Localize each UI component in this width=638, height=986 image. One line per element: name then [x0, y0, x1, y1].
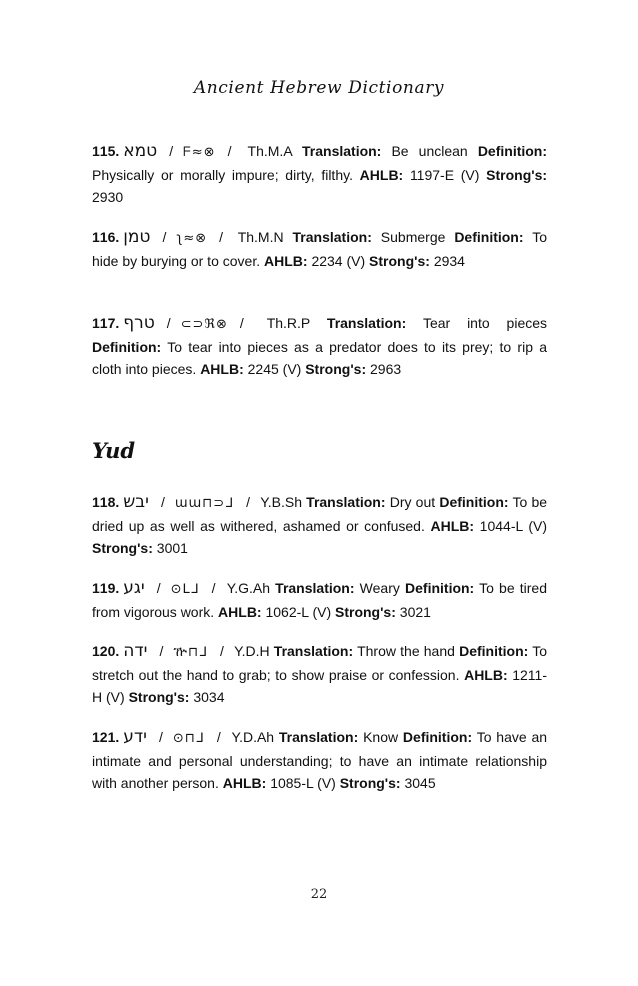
- dictionary-entry: 118. יבש / ɯɯ⊓⊃ᒧ / Y.B.Sh Translation: Dry out Definition: To be dried up as well as withered, ashamed or confused. AHLB: 1044-L (V) Strong's: 3001: [92, 492, 548, 556]
- entry-number: 118.: [92, 494, 120, 510]
- strongs-value: 2963: [370, 361, 402, 377]
- ahlb-value: 1085-L (V): [270, 775, 336, 791]
- entry-number: 117.: [92, 315, 120, 331]
- definition-value: To have an intimate and personal understanding; to have an intimate relationship with another person.: [92, 729, 548, 791]
- ahlb-value: 2234 (V): [311, 253, 366, 269]
- hebrew-word: יגע: [123, 578, 145, 598]
- definition-value: To tear into pieces as a predator does to its prey; to rip a cloth into pieces.: [92, 339, 547, 377]
- hebrew-word: ידה: [123, 641, 148, 661]
- hebrew-word: טמן: [123, 227, 151, 247]
- definition-value: To hide by burying or to cover.: [92, 229, 547, 269]
- ahlb-label: AHLB:: [464, 667, 508, 683]
- transliteration: Y.G.Ah: [226, 580, 271, 596]
- transliteration: Th.M.A: [247, 143, 292, 159]
- definition-label: Definition:: [405, 580, 475, 596]
- hebrew-word: טרף: [123, 313, 155, 333]
- hebrew-word: יבש: [123, 492, 149, 512]
- entry-number: 115.: [92, 143, 120, 159]
- ancient-script-glyph: ᖴ≈⊗: [183, 145, 216, 160]
- entry-number: 121.: [92, 729, 120, 745]
- translation-label: Translation:: [302, 143, 382, 159]
- strongs-value: 3045: [404, 775, 436, 791]
- definition-label: Definition:: [439, 494, 509, 510]
- translation-label: Translation:: [292, 229, 372, 245]
- strongs-label: Strong's:: [92, 540, 153, 556]
- translation-label: Translation:: [275, 580, 355, 596]
- definition-value: To be dried up as well as withered, ashamed or confused.: [92, 494, 548, 534]
- ahlb-value: 2245 (V): [247, 361, 302, 377]
- dictionary-entry: 115. טמא / ᖴ≈⊗ / Th.M.A Translation: Be unclean Definition: Physically or morally impure; dirty, filthy. AHLB: 1197-E (V) Strong's: 2930: [92, 141, 548, 205]
- translation-label: Translation:: [326, 315, 407, 331]
- hebrew-word: ידע: [123, 727, 147, 747]
- dictionary-entry: 120. ידה / ዅ⊓ᒧ / Y.D.H Translation: Throw the hand Definition: To stretch out the hand to grab; to show praise or confession. AHLB: 1211-H (V) Strong's: 3034: [92, 641, 548, 705]
- strongs-value: 2934: [433, 253, 465, 269]
- strongs-label: Strong's:: [339, 775, 401, 791]
- ahlb-label: AHLB:: [430, 518, 475, 534]
- translation-value: Submerge: [380, 229, 446, 245]
- ancient-script-glyph: ʅ≈⊗: [176, 231, 208, 246]
- definition-label: Definition:: [454, 229, 524, 245]
- strongs-label: Strong's:: [128, 689, 190, 705]
- transliteration: Y.B.Sh: [260, 494, 302, 510]
- translation-value: Tear into pieces: [422, 315, 548, 331]
- ahlb-label: AHLB:: [218, 604, 262, 620]
- translation-value: Throw the hand: [357, 643, 455, 659]
- definition-value: To stretch out the hand to grab; to show praise or confession.: [92, 643, 548, 683]
- dictionary-entry: 121. ידע / ⊙⊓ᒧ / Y.D.Ah Translation: Know Definition: To have an intimate and personal understanding; to have an intimate relationship with another person. AHLB: 1085-L (V) Strong's: 3045: [92, 727, 548, 791]
- page-number: 22: [310, 887, 328, 902]
- ahlb-value: 1044-L (V): [479, 518, 548, 534]
- translation-label: Translation:: [306, 494, 386, 510]
- entry-number: 120.: [92, 643, 120, 659]
- strongs-label: Strong's:: [486, 167, 548, 183]
- ancient-script-glyph: ɯɯ⊓⊃ᒧ: [174, 496, 235, 511]
- ahlb-label: AHLB:: [200, 361, 244, 377]
- running-header: Ancient Hebrew Dictionary: [193, 78, 445, 98]
- ahlb-value: 1211-H (V): [92, 667, 548, 705]
- ahlb-value: 1197-E (V): [409, 167, 480, 183]
- definition-value: Physically or morally impure; dirty, filthy.: [92, 167, 353, 183]
- transliteration: Th.R.P: [266, 315, 311, 331]
- transliteration: Th.M.N: [237, 229, 284, 245]
- translation-value: Dry out: [389, 494, 436, 510]
- strongs-value: 3034: [193, 689, 225, 705]
- definition-label: Definition:: [459, 643, 529, 659]
- strongs-label: Strong's:: [369, 253, 430, 269]
- hebrew-word: טמא: [123, 141, 158, 161]
- strongs-value: 2930: [92, 189, 124, 205]
- dictionary-entry: 117. טרף / ⊂⊃ℜ⊗ / Th.R.P Translation: Tear into pieces Definition: To tear into pieces as a predator does to its prey; to rip a cloth into pieces. AHLB: 2245 (V) Strong's: 2963: [92, 313, 548, 377]
- definition-value: To be tired from vigorous work.: [92, 580, 547, 620]
- ahlb-label: AHLB:: [222, 775, 267, 791]
- strongs-value: 3021: [399, 604, 431, 620]
- ahlb-label: AHLB:: [264, 253, 308, 269]
- dictionary-entry: 119. יגע / ⊙ᒪᒧ / Y.G.Ah Translation: Weary Definition: To be tired from vigorous work. AHLB: 1062-L (V) Strong's: 3021: [92, 578, 547, 620]
- translation-label: Translation:: [278, 729, 359, 745]
- entry-number: 116.: [92, 229, 120, 245]
- dictionary-entry: 116. טמן / ʅ≈⊗ / Th.M.N Translation: Submerge Definition: To hide by burying or to cover. AHLB: 2234 (V) Strong's: 2934: [92, 227, 547, 269]
- strongs-value: 3001: [156, 540, 188, 556]
- ancient-script-glyph: ⊂⊃ℜ⊗: [180, 317, 228, 332]
- ancient-script-glyph: ዅ⊓ᒧ: [173, 645, 209, 660]
- entry-number: 119.: [92, 580, 120, 596]
- section-heading: Yud: [92, 438, 136, 463]
- definition-label: Definition:: [92, 339, 162, 355]
- translation-value: Know: [363, 729, 399, 745]
- ancient-script-glyph: ⊙ᒪᒧ: [170, 582, 200, 597]
- ancient-script-glyph: ⊙⊓ᒧ: [172, 731, 205, 746]
- translation-value: Be unclean: [391, 143, 468, 159]
- definition-label: Definition:: [477, 143, 548, 159]
- transliteration: Y.D.Ah: [231, 729, 275, 745]
- translation-value: Weary: [359, 580, 400, 596]
- transliteration: Y.D.H: [234, 643, 270, 659]
- ahlb-label: AHLB:: [359, 167, 404, 183]
- translation-label: Translation:: [273, 643, 354, 659]
- strongs-label: Strong's:: [335, 604, 396, 620]
- ahlb-value: 1062-L (V): [265, 604, 332, 620]
- strongs-label: Strong's:: [305, 361, 367, 377]
- definition-label: Definition:: [402, 729, 473, 745]
